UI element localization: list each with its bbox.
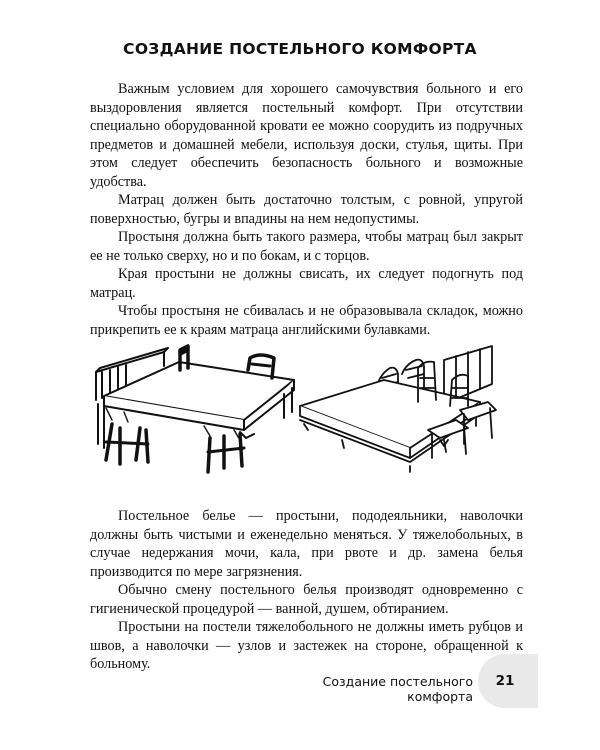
- paragraph: Простыни на постели тяжелобольного не должны иметь рубцов и швов, а наволочки — узлов и застежек на стороне, обращенной к больному.: [90, 619, 523, 672]
- paragraph: Обычно смену постельного белья производят одновременно с гигиенической процедурой — ванной, душем, обтиранием.: [90, 582, 523, 617]
- paragraph: Матрац должен быть достаточно толстым, с ровной, упругой поверхностью, бугры и впадины на нем недопустимы.: [90, 192, 523, 227]
- paragraph: Важным условием для хорошего самочувствия больного и его выздоровления является постельный комфорт. При отсутствии специально оборудованной кровати ее можно соорудить из подручных предметов и домашней мебели, используя доски, стулья, щиты. При этом следует обеспечить безопасность больного и возможные удобства.: [90, 81, 523, 190]
- running-footer-title: Создание постельного комфорта: [322, 674, 473, 704]
- paragraph: Простыня должна быть такого размера, чтобы матрац был закрыт ее не только сверху, но и по бокам, и с торцов.: [90, 229, 523, 264]
- bed-on-boards-with-chairs-drawing-icon: [300, 346, 496, 472]
- page-title: СОЗДАНИЕ ПОСТЕЛЬНОГО КОМФОРТА: [123, 40, 477, 58]
- paragraph: Края простыни не должны свисать, их следует подогнуть под матрац.: [90, 266, 523, 301]
- bed-with-chairs-drawing-icon: [96, 346, 294, 472]
- illustration: [84, 344, 524, 484]
- text-block-top: [90, 80, 523, 339]
- paragraph: Чтобы простыня не сбивалась и не образовывала складок, можно прикрепить ее к краям матраца английскими булавками.: [90, 303, 523, 338]
- text-block-bottom: [90, 507, 523, 674]
- page-number: 21: [495, 673, 515, 689]
- paragraph: Постельное белье — простыни, пододеяльники, наволочки должны быть чистыми и еженедельно меняться. У тяжелобольных, в случае недержания мочи, кала, при рвоте и др. замена белья производится по мере загрязнения.: [90, 508, 523, 580]
